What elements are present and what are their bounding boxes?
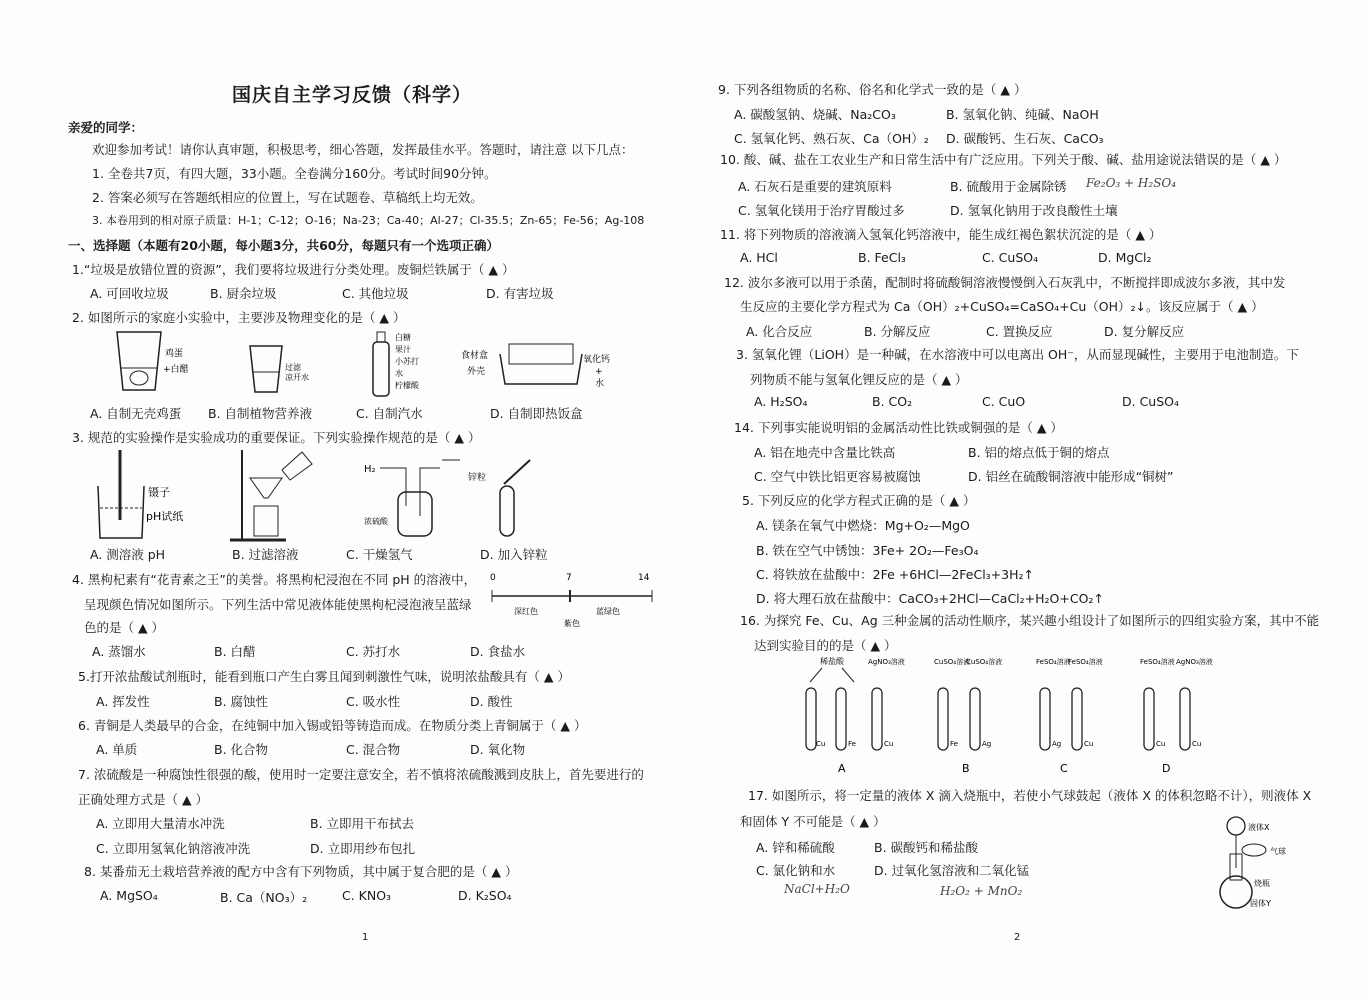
q8-option-a: A. MgSO₄ [100, 888, 158, 903]
q14-option-a: A. 铝在地壳中含量比铁高 [754, 445, 896, 460]
svg-text:14: 14 [638, 573, 650, 583]
label-egg: 鸡蛋 [165, 349, 184, 359]
q9-option-a: A. 碳酸氢钠、烧碱、Na₂CO₃ [734, 107, 896, 122]
q13-option-b: B. CO₂ [872, 394, 913, 409]
question-3-stem: 3. 规范的实验操作是实验成功的重要保证。下列实验操作规范的是（ ▲ ） [72, 430, 481, 445]
question-16-stem-2: 达到实验目的的是（ ▲ ） [754, 638, 897, 653]
q9-option-b: B. 氢氧化钠、纯碱、NaOH [946, 107, 1099, 122]
svg-text:水: 水 [395, 369, 403, 378]
svg-text:Cu: Cu [816, 740, 826, 748]
q12-option-c: C. 置换反应 [986, 324, 1053, 339]
svg-text:氧化钙: 氧化钙 [583, 355, 611, 365]
q3-figure [90, 446, 550, 542]
q10-option-c: C. 氢氧化镁用于治疗胃酸过多 [738, 203, 905, 218]
q5-option-d: D. 酸性 [470, 694, 513, 709]
q12-option-b: B. 分解反应 [864, 324, 931, 339]
test-tube-icon [970, 688, 980, 750]
question-13-stem-2: 列物质不能与氢氧化锂反应的是（ ▲ ） [750, 372, 968, 387]
test-tube-icon [836, 688, 846, 750]
test-tube-icon [938, 688, 948, 750]
q11-option-d: D. MgCl₂ [1098, 250, 1152, 265]
flask-icon [1220, 876, 1252, 908]
note-3: 3. 本卷用到的相对原子质量：H-1；C-12；O-16；Na-23；Ca-40；Al-27；Cl-35.5；Zn-65；Fe-56；Ag-108 [92, 214, 645, 227]
svg-text:Ag: Ag [982, 740, 992, 748]
question-1-stem: 1.“垃圾是放错位置的资源”，我们要将垃圾进行分类处理。废铜烂铁属于（ ▲ ） [72, 262, 515, 277]
glass-icon [250, 346, 282, 392]
label-filter: 过滤 [285, 363, 301, 372]
q8-option-c: C. KNO₃ [342, 888, 392, 903]
question-15-stem: 5. 下列反应的化学方程式正确的是（ ▲ ） [742, 493, 976, 508]
test-tube-icon [1072, 688, 1082, 750]
q3-option-b: B. 过滤溶液 [232, 547, 299, 562]
q6-option-b: B. 化合物 [214, 742, 269, 757]
label-shell: 外壳 [467, 367, 486, 377]
q17-figure [1204, 808, 1314, 912]
svg-text:小苏打: 小苏打 [395, 357, 419, 366]
gas-bottle-icon [398, 492, 432, 536]
svg-text:气球: 气球 [1270, 847, 1286, 856]
svg-text:烧瓶: 烧瓶 [1254, 879, 1270, 888]
q15-option-b: B. 铁在空气中锈蚀：3Fe+ 2O₂—Fe₃O₄ [756, 543, 979, 558]
svg-text:浓硫酸: 浓硫酸 [364, 517, 388, 526]
q14-option-d: D. 铝丝在硫酸铜溶液中能形成“铜树” [968, 469, 1174, 484]
q15-option-a: A. 镁条在氧气中燃烧：Mg+O₂—MgO [756, 518, 970, 533]
q3-option-a: A. 测溶液 pH [90, 547, 166, 562]
q2-figure [105, 328, 645, 400]
q3-option-c: C. 干燥氢气 [346, 547, 413, 562]
q11-option-a: A. HCl [740, 250, 778, 265]
q15-option-c: C. 将铁放在盐酸中：2Fe +6HCl—2FeCl₃+3H₂↑ [756, 567, 1034, 582]
svg-text:CuSO₄溶液: CuSO₄溶液 [966, 658, 1003, 666]
svg-text:Fe: Fe [950, 740, 958, 748]
svg-text:固体Y: 固体Y [1250, 899, 1271, 908]
q14-option-c: C. 空气中铁比铝更容易被腐蚀 [754, 469, 921, 484]
q10-option-a: A. 石灰石是重要的建筑原料 [738, 179, 892, 194]
test-tube-icon [806, 688, 816, 750]
q5-option-c: C. 吸水性 [346, 694, 401, 709]
q11-option-b: B. FeCl₃ [858, 250, 906, 265]
q11-option-c: C. CuSO₄ [982, 250, 1039, 265]
svg-text:AgNO₃溶液: AgNO₃溶液 [1176, 658, 1213, 666]
svg-text:锌粒: 锌粒 [468, 473, 487, 483]
question-12-stem-1: 12. 波尔多液可以用于杀菌，配制时将硫酸铜溶液慢慢倒入石灰乳中，不断搅拌即成波尔多液，其中发 [724, 275, 1286, 290]
exam-page-1 [0, 0, 684, 1000]
svg-text:紫色: 紫色 [564, 619, 580, 628]
page-number-1: 1 [362, 932, 369, 943]
question-4-stem-2: 呈现颜色情况如图所示。下列生活中常见液体能使黑枸杞浸泡液呈蓝绿 [84, 597, 472, 612]
svg-text:H₂: H₂ [364, 464, 376, 475]
label-water: 凉开水 [285, 373, 309, 382]
handwritten-note-q10: Fe₂O₃ + H₂SO₄ [1086, 176, 1177, 190]
q7-option-d: D. 立即用纱布包扎 [310, 841, 416, 856]
question-13-stem-1: 3. 氢氧化锂（LiOH）是一种碱，在水溶液中可以电离出 OH⁻，从而显现碱性，主要用于电池制造。下 [736, 347, 1299, 362]
q5-option-a: A. 挥发性 [96, 694, 150, 709]
q16-figure [800, 654, 1260, 778]
q1-option-b: B. 厨余垃圾 [210, 286, 277, 301]
q3-option-d: D. 加入锌粒 [480, 547, 548, 562]
intro-text: 欢迎参加考试！请你认真审题，积极思考，细心答题，发挥最佳水平。答题时，请注意 以下几点： [92, 142, 634, 157]
test-tube-icon [500, 486, 514, 536]
q13-option-a: A. H₂SO₄ [754, 394, 808, 409]
svg-text:Cu: Cu [884, 740, 894, 748]
test-tube-icon [1040, 688, 1050, 750]
svg-text:液体X: 液体X [1248, 823, 1270, 832]
question-6-stem: 6. 青铜是人类最早的合金，在纯铜中加入锡或铅等铸造而成。在物质分类上青铜属于（ ▲ ） [78, 718, 587, 733]
q12-option-a: A. 化合反应 [746, 324, 813, 339]
group-label-c: C [1060, 762, 1068, 775]
q4-option-c: C. 苏打水 [346, 644, 401, 659]
bottle-icon [373, 342, 389, 396]
group-label-d: D [1162, 762, 1171, 775]
question-4-stem-3: 色的是（ ▲ ） [84, 620, 165, 635]
handwritten-note-q17-d: H₂O₂ + MnO₂ [940, 884, 1023, 898]
group-label-b: B [962, 762, 970, 775]
svg-text:+: + [595, 367, 603, 377]
q10-option-d: D. 氢氧化钠用于改良酸性土壤 [950, 203, 1118, 218]
svg-text:镊子: 镊子 [148, 486, 170, 499]
q5-option-b: B. 腐蚀性 [214, 694, 269, 709]
q6-option-a: A. 单质 [96, 742, 138, 757]
question-14-stem: 14. 下列事实能说明铝的金属活动性比铁或铜强的是（ ▲ ） [734, 420, 1063, 435]
q15-option-d: D. 将大理石放在盐酸中：CaCO₃+2HCl—CaCl₂+H₂O+CO₂↑ [756, 591, 1104, 606]
egg-icon [130, 371, 148, 385]
q14-option-b: B. 铝的熔点低于铜的熔点 [968, 445, 1110, 460]
svg-text:CuSO₄溶液: CuSO₄溶液 [934, 658, 971, 666]
q17-option-c: C. 氯化钠和水 [756, 863, 836, 878]
q8-option-d: D. K₂SO₄ [458, 888, 512, 903]
question-7-stem-2: 正确处理方式是（ ▲ ） [78, 792, 209, 807]
question-12-stem-2: 生反应的主要化学方程式为 Ca（OH）₂+CuSO₄=CaSO₄+Cu（OH）₂↓。该反应属于（ ▲ ） [740, 299, 1264, 314]
q9-option-c: C. 氢氧化钙、熟石灰、Ca（OH）₂ [734, 131, 929, 146]
svg-text:0: 0 [490, 573, 496, 583]
question-7-stem-1: 7. 浓硫酸是一种腐蚀性很强的酸，使用时一定要注意安全，若不慎将浓硫酸溅到皮肤上，首先要进行的 [78, 767, 644, 782]
label-vinegar: +白醋 [163, 365, 189, 375]
funnel-icon [250, 478, 282, 498]
svg-text:FeSO₄溶液: FeSO₄溶液 [1140, 658, 1175, 666]
svg-text:蓝绿色: 蓝绿色 [596, 607, 620, 616]
note-2: 2. 答案必须写在答题纸相应的位置上，写在试题卷、草稿纸上均无效。 [92, 190, 483, 205]
q6-option-d: D. 氧化物 [470, 742, 526, 757]
balloon-icon [1242, 844, 1266, 856]
svg-text:FeSO₄溶液: FeSO₄溶液 [1036, 658, 1071, 666]
question-17-stem-1: 17. 如图所示，将一定量的液体 X 滴入烧瓶中，若使小气球鼓起（液体 X 的体积忽略不计），则液体 X [748, 788, 1312, 803]
q6-option-c: C. 混合物 [346, 742, 401, 757]
svg-text:Ag: Ag [1052, 740, 1062, 748]
question-16-stem-1: 16. 为探究 Fe、Cu、Ag 三种金属的活动性顺序，某兴趣小组设计了如图所示的四组实验方案，其中不能 [740, 613, 1320, 628]
test-tube-icon [1180, 688, 1190, 750]
q4-option-b: B. 白醋 [214, 644, 256, 659]
q17-option-b: B. 碳酸钙和稀盐酸 [874, 840, 979, 855]
question-8-stem: 8. 某番茄无土栽培营养液的配方中含有下列物质，其中属于复合肥的是（ ▲ ） [84, 864, 518, 879]
q10-option-b: B. 硫酸用于金属除锈 [950, 179, 1067, 194]
q1-option-a: A. 可回收垃圾 [90, 286, 169, 301]
svg-text:Cu: Cu [1192, 740, 1202, 748]
section-heading: 一、选择题（本题有20小题，每小题3分，共60分，每题只有一个选项正确） [68, 238, 499, 253]
q8-option-b: B. Ca（NO₃）₂ [220, 890, 308, 905]
question-17-stem-2: 和固体 Y 不可能是（ ▲ ） [740, 814, 886, 829]
q12-option-d: D. 复分解反应 [1104, 324, 1185, 339]
question-2-stem: 2. 如图所示的家庭小实验中，主要涉及物理变化的是（ ▲ ） [72, 310, 406, 325]
dropper-icon [1227, 817, 1245, 835]
exam-page-2 [684, 0, 1369, 1000]
question-10-stem: 10. 酸、碱、盐在工农业生产和日常生活中有广泛应用。下列关于酸、碱、盐用途说法错误的是（ ▲ ） [720, 152, 1287, 167]
svg-text:Cu: Cu [1156, 740, 1166, 748]
svg-text:Cu: Cu [1084, 740, 1094, 748]
question-11-stem: 11. 将下列物质的溶液滴入氢氧化钙溶液中，能生成红褐色絮状沉淀的是（ ▲ ） [720, 227, 1162, 242]
q17-option-d: D. 过氧化氢溶液和二氧化锰 [874, 863, 1030, 878]
svg-text:pH试纸: pH试纸 [146, 510, 184, 523]
q2-option-d: D. 自制即热饭盒 [490, 406, 583, 421]
svg-text:深红色: 深红色 [514, 607, 538, 616]
beaker-icon [117, 332, 161, 390]
question-4-stem-1: 4. 黑枸杞素有“花青素之王”的美誉。将黑枸杞浸泡在不同 pH 的溶液中， [72, 572, 477, 587]
page-number-2: 2 [1014, 932, 1021, 943]
svg-text:果汁: 果汁 [395, 345, 411, 354]
svg-text:柠檬酸: 柠檬酸 [395, 381, 419, 390]
svg-text:稀盐酸: 稀盐酸 [820, 657, 844, 666]
q13-option-c: C. CuO [982, 394, 1026, 409]
q7-option-b: B. 立即用干布拭去 [310, 816, 415, 831]
question-5-stem: 5.打开浓盐酸试剂瓶时，能看到瓶口产生白雾且闻到刺激性气味，说明浓盐酸具有（ ▲ ） [78, 669, 570, 684]
q4-option-a: A. 蒸馏水 [92, 644, 146, 659]
ph-color-scale [484, 568, 664, 638]
svg-text:AgNO₃溶液: AgNO₃溶液 [868, 658, 905, 666]
q13-option-d: D. CuSO₄ [1122, 394, 1180, 409]
q4-option-d: D. 食盐水 [470, 644, 526, 659]
svg-text:水: 水 [595, 379, 605, 389]
svg-text:白糖: 白糖 [395, 333, 411, 342]
q9-option-d: D. 碳酸钙、生石灰、CaCO₃ [946, 131, 1104, 146]
q7-option-c: C. 立即用氢氧化钠溶液冲洗 [96, 841, 251, 856]
handwritten-note-q17-c: NaCl+H₂O [784, 882, 850, 896]
test-tube-icon [872, 688, 882, 750]
q2-option-c: C. 自制汽水 [356, 406, 423, 421]
question-9-stem: 9. 下列各组物质的名称、俗名和化学式一致的是（ ▲ ） [718, 82, 1027, 97]
svg-text:Fe: Fe [848, 740, 856, 748]
q7-option-a: A. 立即用大量清水冲洗 [96, 816, 225, 831]
greeting: 亲爱的同学： [68, 120, 144, 135]
svg-text:FeSO₄溶液: FeSO₄溶液 [1068, 658, 1103, 666]
q1-option-d: D. 有害垃圾 [486, 286, 554, 301]
group-label-a: A [838, 762, 846, 775]
q2-option-b: B. 自制植物营养液 [208, 406, 313, 421]
q2-option-a: A. 自制无壳鸡蛋 [90, 406, 182, 421]
exam-title: 国庆自主学习反馈（科学） [232, 84, 473, 106]
lunchbox-icon [500, 354, 582, 384]
q1-option-c: C. 其他垃圾 [342, 286, 409, 301]
svg-text:7: 7 [566, 573, 572, 583]
q17-option-a: A. 锌和稀硫酸 [756, 840, 835, 855]
test-tube-icon [1144, 688, 1154, 750]
label-box: 食材盒 [461, 351, 489, 361]
note-1: 1. 全卷共7页，有四大题，33小题。全卷满分160分。考试时间90分钟。 [92, 166, 497, 181]
